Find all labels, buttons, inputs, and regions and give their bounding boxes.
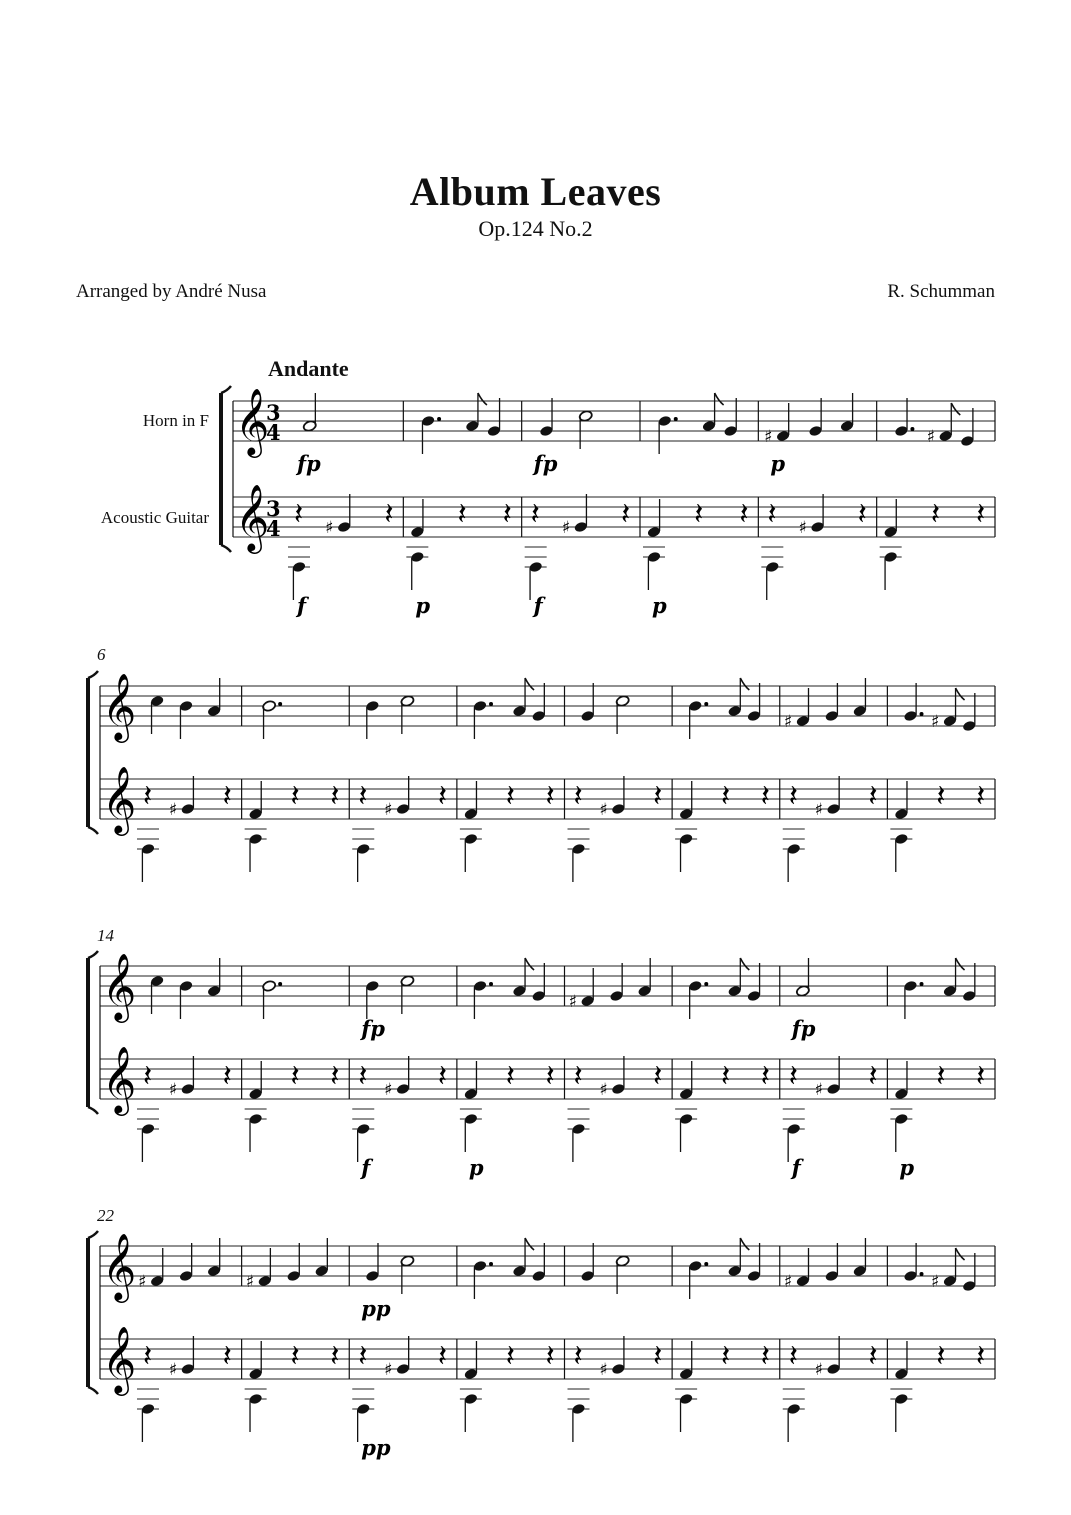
guitar-dynamic: p: [468, 1155, 484, 1180]
quarter-rest: 𝄽: [384, 497, 394, 532]
composer-credit: R. Schumman: [887, 281, 995, 302]
sharp-accidental: ♯: [783, 1272, 793, 1292]
time-signature-bottom: 4: [266, 516, 281, 541]
quarter-rest: 𝄽: [143, 1339, 153, 1374]
guitar-dynamic: p: [652, 593, 667, 618]
quarter-rest: 𝄽: [694, 497, 704, 532]
dot: [674, 417, 678, 421]
quarter-rest: 𝄽: [330, 779, 340, 814]
bracket-hook: [88, 671, 98, 678]
sharp-accidental: ♯: [138, 1272, 147, 1292]
quarter-rest: 𝄽: [545, 779, 555, 814]
quarter-rest: 𝄽: [502, 497, 512, 532]
dot: [489, 982, 493, 986]
quarter-rest: 𝄽: [788, 779, 798, 814]
guitar-dynamic: f: [297, 593, 307, 618]
eighth-flag: [525, 678, 534, 690]
quarter-rest: 𝄽: [976, 1339, 986, 1374]
quarter-rest: 𝄽: [788, 1059, 798, 1094]
time-signature-bottom: 4: [266, 420, 281, 445]
time-signature-top: 3: [266, 496, 281, 521]
quarter-rest: 𝄽: [437, 1059, 448, 1094]
sharp-accidental: ♯: [814, 800, 823, 820]
sharp-accidental: ♯: [325, 518, 334, 538]
quarter-rest: 𝄽: [788, 1339, 798, 1374]
bracket-hook: [88, 1107, 98, 1114]
quarter-rest: 𝄽: [936, 1059, 946, 1094]
sharp-accidental: ♯: [930, 1272, 940, 1292]
sharp-accidental: ♯: [599, 800, 608, 820]
quarter-rest: 𝄽: [936, 1339, 946, 1374]
bracket-hook: [88, 1387, 98, 1394]
guitar-dynamic: f: [361, 1155, 371, 1180]
dot: [278, 982, 282, 986]
treble-clef: 𝄞: [102, 1325, 137, 1393]
score-title: Album Leaves: [409, 169, 662, 214]
quarter-rest: 𝄽: [505, 779, 515, 814]
quarter-rest: 𝄽: [437, 779, 448, 814]
sharp-accidental: ♯: [384, 1360, 393, 1380]
quarter-rest: 𝄽: [143, 779, 153, 814]
dot: [920, 982, 924, 986]
quarter-rest: 𝄽: [294, 497, 304, 532]
measure-number: 14: [97, 926, 114, 945]
treble-clef: 𝄞: [235, 387, 270, 455]
guitar-dynamic: p: [899, 1155, 915, 1180]
tempo-marking: Andante: [268, 356, 349, 381]
quarter-rest: 𝄽: [653, 1059, 663, 1094]
quarter-rest: 𝄽: [760, 1339, 770, 1374]
bracket-hook: [88, 951, 98, 958]
sharp-accidental: ♯: [599, 1360, 608, 1380]
treble-clef: 𝄞: [102, 1045, 137, 1113]
horn-dynamic: fp: [297, 451, 321, 476]
sharp-accidental: ♯: [168, 1360, 178, 1380]
quarter-rest: 𝄽: [222, 1339, 232, 1374]
quarter-rest: 𝄽: [976, 1059, 986, 1094]
guitar-dynamic: pp: [361, 1435, 391, 1460]
dot: [437, 417, 441, 421]
bracket-hook: [88, 827, 98, 834]
treble-clef: 𝄞: [235, 483, 270, 551]
dot: [920, 712, 924, 716]
dot: [489, 1262, 493, 1266]
quarter-rest: 𝄽: [653, 779, 663, 814]
sharp-accidental: ♯: [168, 800, 178, 820]
quarter-rest: 𝄽: [930, 497, 941, 532]
eighth-flag: [478, 393, 487, 405]
quarter-rest: 𝄽: [222, 779, 232, 814]
eighth-flag: [956, 958, 965, 970]
eighth-flag: [951, 403, 960, 415]
horn-dynamic: fp: [791, 1016, 816, 1041]
sharp-accidental: ♯: [764, 427, 773, 447]
quarter-rest: 𝄽: [976, 779, 986, 814]
bracket-hook: [221, 386, 231, 393]
dot: [704, 982, 708, 986]
treble-clef: 𝄞: [102, 1232, 137, 1300]
quarter-rest: 𝄽: [976, 497, 986, 532]
sharp-accidental: ♯: [384, 800, 393, 820]
instrument-name-guitar: Acoustic Guitar: [100, 508, 209, 527]
quarter-rest: 𝄽: [573, 1339, 583, 1374]
sharp-accidental: ♯: [926, 427, 935, 447]
quarter-rest: 𝄽: [767, 497, 777, 532]
treble-clef: 𝄞: [102, 765, 137, 833]
quarter-rest: 𝄽: [760, 1059, 770, 1094]
sharp-accidental: ♯: [930, 712, 940, 732]
quarter-rest: 𝄽: [868, 1059, 878, 1094]
quarter-rest: 𝄽: [857, 497, 867, 532]
sharp-accidental: ♯: [783, 712, 793, 732]
score-subtitle: Op.124 No.2: [478, 216, 593, 241]
treble-clef: 𝄞: [102, 952, 137, 1020]
eighth-flag: [715, 393, 724, 405]
quarter-rest: 𝄽: [530, 497, 540, 532]
quarter-rest: 𝄽: [653, 1339, 663, 1374]
eighth-flag: [740, 958, 749, 970]
quarter-rest: 𝄽: [290, 1059, 300, 1094]
sharp-accidental: ♯: [798, 518, 807, 538]
bracket-hook: [88, 1231, 98, 1238]
sharp-accidental: ♯: [814, 1080, 823, 1100]
quarter-rest: 𝄽: [505, 1059, 515, 1094]
quarter-rest: 𝄽: [437, 1339, 448, 1374]
quarter-rest: 𝄽: [545, 1339, 555, 1374]
time-signature-top: 3: [266, 400, 281, 425]
horn-dynamic: p: [770, 451, 786, 476]
eighth-flag: [740, 1238, 749, 1250]
quarter-rest: 𝄽: [720, 1059, 731, 1094]
guitar-dynamic: f: [791, 1155, 801, 1180]
guitar-dynamic: p: [415, 593, 431, 618]
horn-dynamic: pp: [361, 1296, 391, 1321]
quarter-rest: 𝄽: [222, 1059, 232, 1094]
treble-clef: 𝄞: [102, 672, 137, 740]
quarter-rest: 𝄽: [545, 1059, 555, 1094]
quarter-rest: 𝄽: [868, 779, 878, 814]
eighth-flag: [525, 1238, 534, 1250]
quarter-rest: 𝄽: [868, 1339, 878, 1374]
quarter-rest: 𝄽: [358, 1059, 368, 1094]
quarter-rest: 𝄽: [739, 497, 749, 532]
sharp-accidental: ♯: [568, 992, 577, 1012]
sharp-accidental: ♯: [245, 1272, 255, 1292]
measure-number: 6: [97, 645, 106, 664]
bracket-hook: [221, 545, 231, 552]
sharp-accidental: ♯: [561, 518, 571, 538]
instrument-name-horn: Horn in F: [142, 411, 209, 430]
quarter-rest: 𝄽: [290, 779, 300, 814]
quarter-rest: 𝄽: [330, 1059, 340, 1094]
dot: [704, 1262, 708, 1266]
eighth-flag: [956, 688, 965, 700]
dot: [278, 702, 282, 706]
arranger-credit: Arranged by André Nusa: [76, 281, 267, 302]
sharp-accidental: ♯: [384, 1080, 393, 1100]
quarter-rest: 𝄽: [573, 1059, 583, 1094]
eighth-flag: [740, 678, 749, 690]
quarter-rest: 𝄽: [720, 1339, 731, 1374]
eighth-flag: [956, 1248, 965, 1260]
guitar-dynamic: f: [533, 593, 543, 618]
quarter-rest: 𝄽: [573, 779, 583, 814]
quarter-rest: 𝄽: [760, 779, 770, 814]
quarter-rest: 𝄽: [720, 779, 731, 814]
horn-dynamic: fp: [361, 1016, 385, 1041]
sharp-accidental: ♯: [168, 1080, 178, 1100]
quarter-rest: 𝄽: [621, 497, 631, 532]
quarter-rest: 𝄽: [290, 1339, 300, 1374]
horn-dynamic: fp: [533, 451, 558, 476]
quarter-rest: 𝄽: [936, 779, 946, 814]
sharp-accidental: ♯: [599, 1080, 608, 1100]
quarter-rest: 𝄽: [358, 1339, 368, 1374]
quarter-rest: 𝄽: [330, 1339, 340, 1374]
quarter-rest: 𝄽: [457, 497, 467, 532]
sharp-accidental: ♯: [814, 1360, 823, 1380]
dot: [704, 702, 708, 706]
dot: [920, 1272, 924, 1276]
dot: [910, 427, 914, 431]
measure-number: 22: [97, 1206, 114, 1225]
quarter-rest: 𝄽: [358, 779, 368, 814]
dot: [489, 702, 493, 706]
quarter-rest: 𝄽: [143, 1059, 153, 1094]
quarter-rest: 𝄽: [505, 1339, 515, 1374]
eighth-flag: [525, 958, 534, 970]
